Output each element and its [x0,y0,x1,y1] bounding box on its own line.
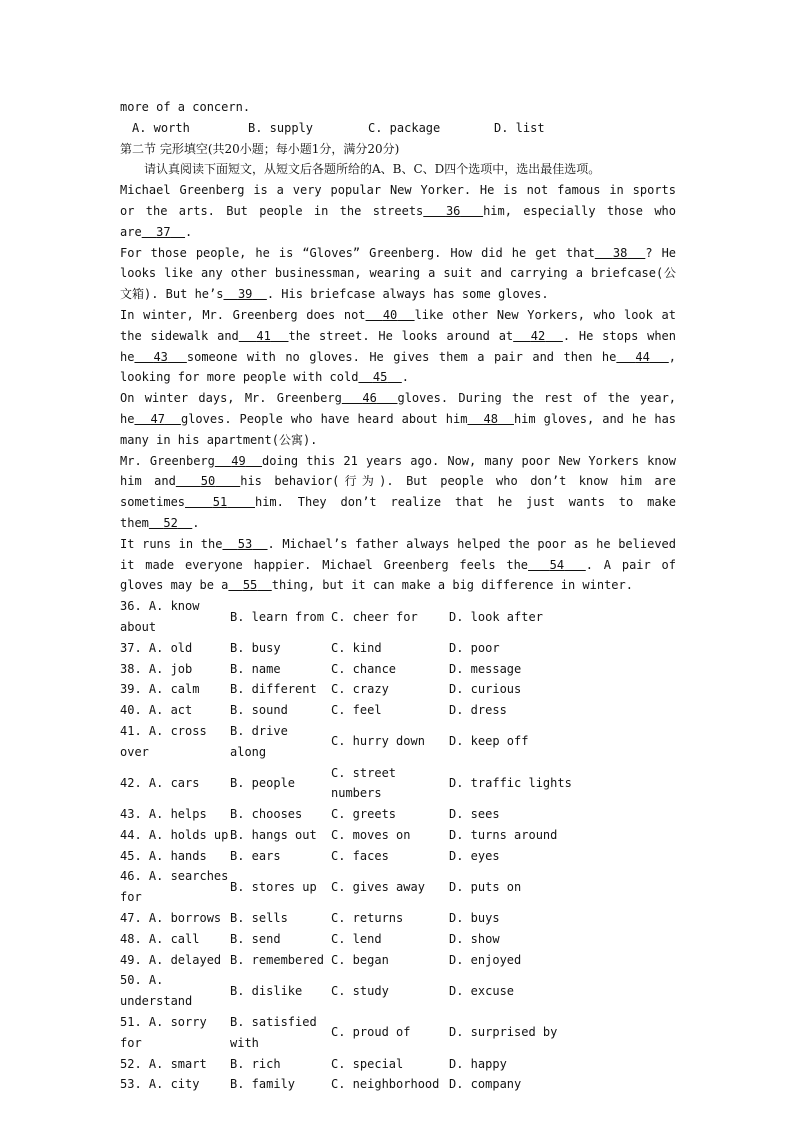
option-d: D. turns around [449,827,558,842]
passage-text: . He stops when he [120,328,677,364]
option-c: C. moves on [331,827,411,842]
option-c: C. feel [331,703,382,718]
question-row [120,950,676,971]
option-b: B. send [230,931,281,946]
option-a: 49. A. delayed [120,952,222,967]
passage-paragraph [120,451,676,534]
passage-paragraph [120,534,676,596]
blank-50 [176,474,240,488]
passage-text: In winter, Mr. Greenberg does not [120,307,366,322]
option-a: 45. A. hands [120,848,207,863]
blank-44 [616,350,668,364]
blank-number: 55 [242,578,258,593]
option-a: 36. A. know about [120,599,200,634]
option-d: D. buys [449,911,500,926]
blank-number: 45 [372,370,388,385]
option-d: D. dress [449,703,507,718]
option-b: B. name [230,661,281,676]
blank-number: 44 [635,349,650,364]
option-a: 43. A. helps [120,807,207,822]
blank-47 [134,412,181,426]
option-d: D. eyes [449,848,500,863]
option-a: 44. A. holds up [120,827,229,842]
passage-paragraph [120,180,676,242]
blank-number: 42 [530,328,546,343]
option-b: B. family [230,1077,296,1092]
option-b: B. sells [230,911,288,926]
option-a: 37. A. old [120,640,193,655]
passage-text: . [192,515,200,530]
blank-41 [239,329,289,343]
passage-text: Michael Greenberg is a very popular New Yorker. He is not famous in sports or the arts. But people in the streets [120,183,676,218]
passage-text: . A pair of gloves may be a [120,557,677,593]
blank-54 [528,558,586,572]
option-c: C. crazy [331,682,389,697]
passage-text: his behavior(行为). But people who don’t know him are sometimes [120,474,677,510]
option-c: C. proud of [331,1025,411,1040]
blank-55 [228,578,271,592]
blank-number: 38 [612,245,628,260]
blank-number: 49 [231,453,246,468]
option-d: D. puts on [449,879,522,894]
option-b: B. dislike [230,983,303,998]
passage-text: thing, but it can make a big difference in winter. [271,578,633,593]
option-b: B. stores up [230,879,317,894]
option-c: C. greets [331,807,397,822]
passage-text: . His briefcase always has some gloves. [266,287,549,302]
option-c: C. chance [331,661,397,676]
option-a: A. worth [132,120,190,135]
question-row [120,846,676,867]
blank-42 [513,329,563,343]
answer-options-table [120,596,676,1095]
option-c: C. hurry down [331,734,425,749]
option-d: D. look after [449,609,543,624]
blank-number: 50 [200,474,216,489]
option-c: C. neighborhood [331,1077,440,1092]
question-row [120,721,676,763]
blank-48 [467,412,514,426]
passage-text: ? He looks like any other businessman, wearing a suit and carrying a briefcase(公文箱). But he’s [120,245,677,302]
option-c: C. package [368,120,441,135]
question-row [120,1074,676,1095]
option-d: D. sees [449,807,500,822]
blank-37 [142,225,185,239]
option-d: D. curious [449,682,522,697]
option-d: D. surprised by [449,1025,558,1040]
option-c: C. gives away [331,879,425,894]
option-a: 38. A. job [120,661,193,676]
option-b: B. people [230,775,296,790]
option-c: C. faces [331,848,389,863]
option-b: B. chooses [230,807,303,822]
question-row [120,866,676,908]
option-b: B. learn from [230,609,324,624]
blank-number: 52 [163,515,178,530]
blank-43 [134,350,186,364]
option-a: 40. A. act [120,703,193,718]
option-d: D. excuse [449,983,515,998]
blank-52 [149,516,192,530]
option-b: B. different [230,682,317,697]
blank-number: 54 [549,557,565,572]
blank-number: 41 [256,328,271,343]
option-c: C. street numbers [331,765,397,801]
passage-text: him, especially those who are [120,203,677,239]
option-d: D. happy [449,1056,507,1071]
cloze-passage [120,180,676,596]
passage-text: gloves. During the rest of the year, he [120,391,677,426]
option-a: 50. A. understand [120,973,193,1009]
passage-paragraph [120,243,676,305]
blank-number: 36 [445,203,461,218]
option-b: B. sound [230,703,288,718]
question-row [120,638,676,659]
question-row [120,700,676,721]
question-row [120,1012,676,1054]
option-a: 52. A. smart [120,1056,207,1071]
question-row [120,825,676,846]
option-c: C. cheer for [331,609,418,624]
option-d: D. poor [449,640,500,655]
blank-40 [366,308,415,322]
option-d: D. enjoyed [449,952,522,967]
blank-45 [358,370,401,384]
option-d: D. list [494,120,545,135]
blank-number: 40 [382,307,398,322]
option-a: 51. A. sorry for [120,1015,207,1050]
option-a: 42. A. cars [120,775,200,790]
section-instruction: 请认真阅读下面短文，从短文后各题所给的A、B、C、D四个选项中，选出最佳选项。 [144,162,601,177]
blank-number: 43 [153,349,168,364]
passage-text: the street. He looks around at [288,328,514,343]
option-d: D. traffic lights [449,775,572,790]
section-title: 第二节 完形填空(共20小题；每小题1分，满分20分) [120,141,400,156]
blank-number: 39 [237,287,253,302]
option-d: D. company [449,1077,522,1092]
previous-question-tail: more of a concern. [120,100,251,114]
question-row [120,763,676,805]
option-b: B. remembered [230,952,324,967]
passage-text: . Michael’s father always helped the poor as he believed it made everyone happier. Michael Greenberg feels the [120,536,676,572]
option-d: D. message [449,661,522,676]
blank-number: 48 [483,411,498,426]
passage-text: someone with no gloves. He gives them a pair and then he [186,349,617,364]
blank-36 [423,204,483,218]
blank-39 [223,287,266,301]
question-row [120,929,676,950]
blank-number: 37 [156,224,171,239]
option-b: B. supply [248,120,314,135]
option-b: B. rich [230,1056,281,1071]
previous-question-options [120,118,676,139]
passage-text: doing this 21 years ago. Now, many poor New Yorkers know him and [120,453,677,489]
blank-number: 53 [237,536,253,551]
passage-text: Mr. Greenberg [120,453,215,468]
question-row [120,908,676,929]
blank-number: 46 [362,391,377,406]
passage-text: It runs in the [120,536,223,551]
blank-51 [185,495,255,509]
option-b: B. drive along [230,723,288,759]
option-c: C. began [331,952,389,967]
passage-text: him. They don’t realize that he just wants to make them [120,495,677,530]
cloze-section [120,97,676,1095]
option-c: C. returns [331,911,404,926]
passage-paragraph [120,305,676,388]
blank-49 [215,454,262,468]
option-a: 47. A. borrows [120,911,222,926]
passage-text: On winter days, Mr. Greenberg [120,391,342,406]
option-c: C. kind [331,640,382,655]
option-c: C. special [331,1056,404,1071]
passage-paragraph [120,388,676,450]
question-row [120,970,676,1012]
blank-number: 47 [150,411,165,426]
question-row [120,659,676,680]
passage-text: like other New Yorkers, who look at the sidewalk and [120,307,676,343]
option-a: 53. A. city [120,1077,200,1092]
option-b: B. busy [230,640,281,655]
option-b: B. ears [230,848,281,863]
option-d: D. show [449,931,500,946]
blank-38 [595,246,646,260]
passage-text: , looking for more people with cold [120,349,677,385]
option-a: 39. A. calm [120,682,200,697]
passage-text: For those people, he is “Gloves” Greenberg. How did he get that [120,245,595,260]
passage-text: gloves. People who have heard about him [180,411,468,426]
option-a: 46. A. searches for [120,869,229,905]
option-c: C. study [331,983,389,998]
question-row [120,1054,676,1075]
passage-text: . [185,224,193,239]
option-c: C. lend [331,931,382,946]
blank-number: 51 [212,495,228,510]
passage-text: him gloves, and he has many in his apartment(公寓). [120,411,677,447]
blank-53 [222,537,267,551]
question-row [120,679,676,700]
option-b: B. hangs out [230,827,317,842]
option-d: D. keep off [449,734,529,749]
passage-text: . [401,370,410,385]
option-a: 48. A. call [120,931,200,946]
option-a: 41. A. cross over [120,723,207,759]
option-b: B. satisfied with [230,1015,317,1050]
blank-46 [342,391,398,405]
question-row [120,804,676,825]
question-row [120,596,676,638]
